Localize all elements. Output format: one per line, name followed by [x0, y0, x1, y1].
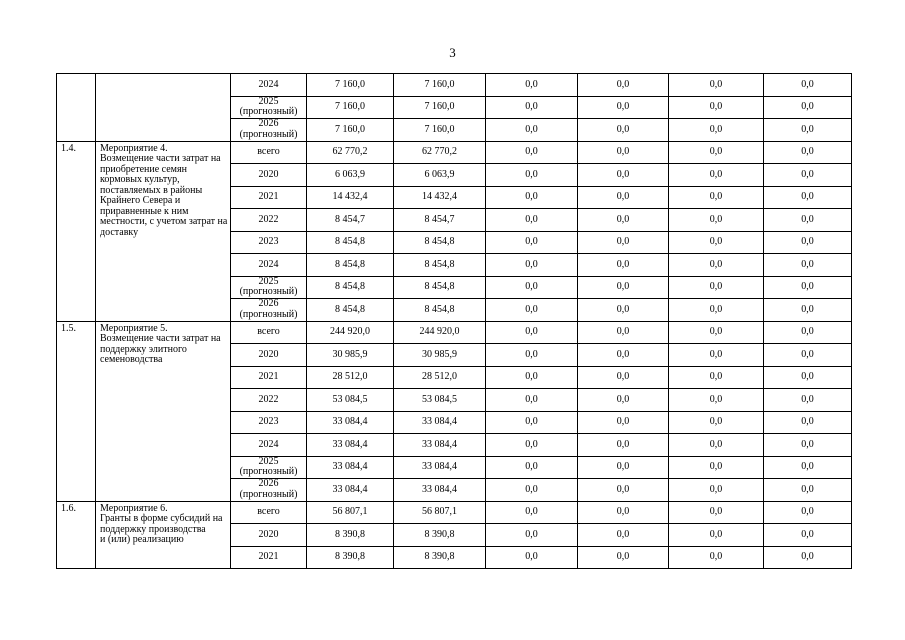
value-cell: 30 985,9 — [307, 344, 394, 367]
value-cell: 56 807,1 — [394, 501, 486, 524]
value-cell: 0,0 — [669, 74, 764, 97]
budget-table — [56, 73, 852, 569]
item-number: 1.5. — [57, 321, 96, 501]
value-cell: 0,0 — [578, 119, 669, 142]
value-cell: 0,0 — [764, 164, 852, 187]
value-cell: 0,0 — [578, 479, 669, 502]
item-number: 1.6. — [57, 501, 96, 569]
value-cell: 0,0 — [486, 524, 578, 547]
value-cell: 33 084,4 — [394, 479, 486, 502]
value-cell: 0,0 — [764, 456, 852, 479]
period-cell — [231, 299, 307, 322]
item-name: Мероприятие 5. Возмещение части затрат на поддержку элитного семеноводства — [96, 321, 231, 501]
value-cell: 244 920,0 — [394, 321, 486, 344]
value-cell: 62 770,2 — [394, 141, 486, 164]
value-cell: 0,0 — [764, 389, 852, 412]
period-year: 2021 — [258, 191, 279, 202]
value-cell: 0,0 — [578, 74, 669, 97]
period-cell — [231, 164, 307, 187]
value-cell: 0,0 — [578, 164, 669, 187]
value-cell: 33 084,4 — [394, 456, 486, 479]
value-cell: 0,0 — [764, 546, 852, 569]
value-cell: 8 454,8 — [394, 299, 486, 322]
table-row — [57, 141, 852, 164]
value-cell: 0,0 — [764, 96, 852, 119]
period-year: 2021 — [258, 371, 279, 382]
value-cell: 0,0 — [764, 434, 852, 457]
period-cell — [231, 231, 307, 254]
value-cell: 0,0 — [486, 501, 578, 524]
value-cell: 8 454,7 — [394, 209, 486, 232]
value-cell: 53 084,5 — [394, 389, 486, 412]
value-cell: 33 084,4 — [307, 456, 394, 479]
value-cell: 0,0 — [578, 344, 669, 367]
value-cell: 0,0 — [486, 231, 578, 254]
value-cell: 0,0 — [669, 411, 764, 434]
period-year: 2023 — [258, 236, 279, 247]
value-cell: 0,0 — [486, 254, 578, 277]
value-cell: 0,0 — [764, 141, 852, 164]
value-cell: 0,0 — [669, 524, 764, 547]
value-cell: 0,0 — [669, 366, 764, 389]
value-cell: 62 770,2 — [307, 141, 394, 164]
period-year: 2022 — [258, 393, 279, 405]
page-number: 3 — [449, 45, 456, 60]
value-cell: 0,0 — [669, 434, 764, 457]
value-cell: 0,0 — [486, 456, 578, 479]
value-cell: 14 432,4 — [394, 186, 486, 209]
item-number: 1.4. — [57, 141, 96, 321]
value-cell: 0,0 — [486, 389, 578, 412]
value-cell: 8 390,8 — [307, 546, 394, 569]
value-cell: 8 454,7 — [307, 209, 394, 232]
period-year: всего — [257, 506, 280, 517]
item-name — [96, 74, 231, 142]
value-cell: 0,0 — [764, 411, 852, 434]
item-name: Мероприятие 4. Возмещение части затрат на приобретение семян кормовых культур, поставляемых в районы Крайнего Севера и приравненные к ним местности, с учетом затрат на доставку — [96, 141, 231, 321]
value-cell: 0,0 — [578, 411, 669, 434]
value-cell: 33 084,4 — [394, 411, 486, 434]
value-cell: 0,0 — [486, 209, 578, 232]
period-year: 2024 — [258, 258, 279, 270]
value-cell: 7 160,0 — [307, 74, 394, 97]
value-cell: 6 063,9 — [394, 164, 486, 187]
value-cell: 28 512,0 — [394, 366, 486, 389]
value-cell: 0,0 — [486, 321, 578, 344]
period-year: 2020 — [258, 528, 279, 540]
period-year: всего — [257, 146, 280, 157]
value-cell: 0,0 — [669, 344, 764, 367]
value-cell: 0,0 — [669, 119, 764, 142]
period-cell — [231, 411, 307, 434]
value-cell: 0,0 — [669, 456, 764, 479]
period-year: всего — [257, 326, 280, 337]
value-cell: 0,0 — [669, 141, 764, 164]
value-cell: 8 390,8 — [307, 524, 394, 547]
period-note: (прогнозный) — [239, 488, 298, 500]
value-cell: 7 160,0 — [394, 96, 486, 119]
value-cell: 0,0 — [486, 411, 578, 434]
value-cell: 28 512,0 — [307, 366, 394, 389]
period-year: 2026 — [258, 478, 279, 490]
value-cell: 30 985,9 — [394, 344, 486, 367]
value-cell: 8 454,8 — [307, 231, 394, 254]
period-year: 2021 — [258, 551, 279, 562]
value-cell: 0,0 — [764, 186, 852, 209]
period-cell — [231, 501, 307, 524]
value-cell: 0,0 — [486, 299, 578, 322]
item-name: Мероприятие 6. Гранты в форме субсидий на поддержку производства и (или) реализацию — [96, 501, 231, 569]
value-cell: 0,0 — [578, 321, 669, 344]
value-cell: 0,0 — [578, 96, 669, 119]
value-cell: 0,0 — [669, 546, 764, 569]
value-cell: 0,0 — [669, 231, 764, 254]
table-row — [57, 501, 852, 524]
value-cell: 0,0 — [578, 231, 669, 254]
value-cell: 0,0 — [764, 479, 852, 502]
value-cell: 244 920,0 — [307, 321, 394, 344]
value-cell: 0,0 — [764, 501, 852, 524]
period-cell — [231, 74, 307, 97]
value-cell: 6 063,9 — [307, 164, 394, 187]
value-cell: 0,0 — [764, 276, 852, 299]
period-note: (прогнозный) — [239, 308, 298, 320]
value-cell: 0,0 — [486, 546, 578, 569]
value-cell: 7 160,0 — [394, 74, 486, 97]
value-cell: 0,0 — [486, 186, 578, 209]
value-cell: 8 390,8 — [394, 524, 486, 547]
value-cell: 0,0 — [669, 186, 764, 209]
period-note: (прогнозный) — [239, 106, 298, 118]
period-year: 2023 — [258, 416, 279, 427]
period-cell — [231, 344, 307, 367]
value-cell: 0,0 — [486, 434, 578, 457]
value-cell: 0,0 — [486, 164, 578, 187]
period-note: (прогнозный) — [239, 286, 298, 298]
value-cell: 14 432,4 — [307, 186, 394, 209]
value-cell: 8 454,8 — [394, 254, 486, 277]
value-cell: 0,0 — [764, 321, 852, 344]
value-cell: 8 454,8 — [307, 254, 394, 277]
period-year: 2024 — [258, 78, 279, 90]
value-cell: 0,0 — [669, 389, 764, 412]
value-cell: 0,0 — [486, 141, 578, 164]
table-row — [57, 321, 852, 344]
value-cell: 0,0 — [669, 276, 764, 299]
period-year: 2022 — [258, 213, 279, 225]
value-cell: 0,0 — [764, 366, 852, 389]
value-cell: 0,0 — [669, 479, 764, 502]
value-cell: 0,0 — [764, 119, 852, 142]
value-cell: 0,0 — [578, 434, 669, 457]
value-cell: 0,0 — [578, 456, 669, 479]
period-cell — [231, 209, 307, 232]
value-cell: 0,0 — [669, 299, 764, 322]
value-cell: 0,0 — [764, 299, 852, 322]
period-year: 2026 — [258, 118, 279, 130]
period-cell — [231, 366, 307, 389]
value-cell: 0,0 — [578, 299, 669, 322]
value-cell: 0,0 — [486, 119, 578, 142]
value-cell: 0,0 — [578, 141, 669, 164]
value-cell: 0,0 — [578, 209, 669, 232]
value-cell: 0,0 — [486, 479, 578, 502]
period-note: (прогнозный) — [239, 466, 298, 478]
value-cell: 33 084,4 — [307, 411, 394, 434]
value-cell: 7 160,0 — [307, 119, 394, 142]
value-cell: 0,0 — [578, 389, 669, 412]
period-year: 2020 — [258, 168, 279, 180]
period-cell — [231, 276, 307, 299]
value-cell: 33 084,4 — [307, 434, 394, 457]
value-cell: 0,0 — [764, 209, 852, 232]
value-cell: 0,0 — [764, 74, 852, 97]
period-year: 2020 — [258, 348, 279, 360]
value-cell: 8 454,8 — [307, 299, 394, 322]
value-cell: 0,0 — [764, 344, 852, 367]
value-cell: 33 084,4 — [394, 434, 486, 457]
value-cell: 0,0 — [578, 546, 669, 569]
value-cell: 0,0 — [578, 254, 669, 277]
value-cell: 8 454,8 — [394, 231, 486, 254]
value-cell: 8 454,8 — [394, 276, 486, 299]
value-cell: 7 160,0 — [394, 119, 486, 142]
value-cell: 7 160,0 — [307, 96, 394, 119]
value-cell: 0,0 — [486, 74, 578, 97]
period-year: 2024 — [258, 438, 279, 450]
value-cell: 0,0 — [578, 501, 669, 524]
value-cell: 0,0 — [486, 96, 578, 119]
table-body — [57, 74, 852, 569]
period-cell — [231, 96, 307, 119]
value-cell: 0,0 — [669, 254, 764, 277]
value-cell: 8 454,8 — [307, 276, 394, 299]
value-cell: 0,0 — [486, 276, 578, 299]
value-cell: 0,0 — [669, 164, 764, 187]
item-number — [57, 74, 96, 142]
value-cell: 0,0 — [764, 254, 852, 277]
value-cell: 0,0 — [486, 366, 578, 389]
value-cell: 0,0 — [764, 524, 852, 547]
value-cell: 0,0 — [764, 231, 852, 254]
period-cell — [231, 141, 307, 164]
period-cell — [231, 456, 307, 479]
period-year: 2025 — [258, 456, 279, 467]
value-cell: 0,0 — [669, 209, 764, 232]
period-cell — [231, 186, 307, 209]
period-cell — [231, 119, 307, 142]
period-cell — [231, 546, 307, 569]
value-cell: 0,0 — [578, 524, 669, 547]
value-cell: 0,0 — [578, 366, 669, 389]
period-year: 2025 — [258, 96, 279, 107]
value-cell: 0,0 — [486, 344, 578, 367]
value-cell: 56 807,1 — [307, 501, 394, 524]
period-cell — [231, 479, 307, 502]
value-cell: 53 084,5 — [307, 389, 394, 412]
value-cell: 33 084,4 — [307, 479, 394, 502]
period-cell — [231, 434, 307, 457]
value-cell: 0,0 — [669, 96, 764, 119]
value-cell: 0,0 — [669, 321, 764, 344]
period-note: (прогнозный) — [239, 128, 298, 140]
table-row — [57, 74, 852, 97]
period-cell — [231, 524, 307, 547]
value-cell: 8 390,8 — [394, 546, 486, 569]
period-cell — [231, 389, 307, 412]
value-cell: 0,0 — [578, 186, 669, 209]
period-cell — [231, 254, 307, 277]
period-year: 2026 — [258, 298, 279, 310]
period-year: 2025 — [258, 276, 279, 287]
value-cell: 0,0 — [669, 501, 764, 524]
period-cell — [231, 321, 307, 344]
value-cell: 0,0 — [578, 276, 669, 299]
